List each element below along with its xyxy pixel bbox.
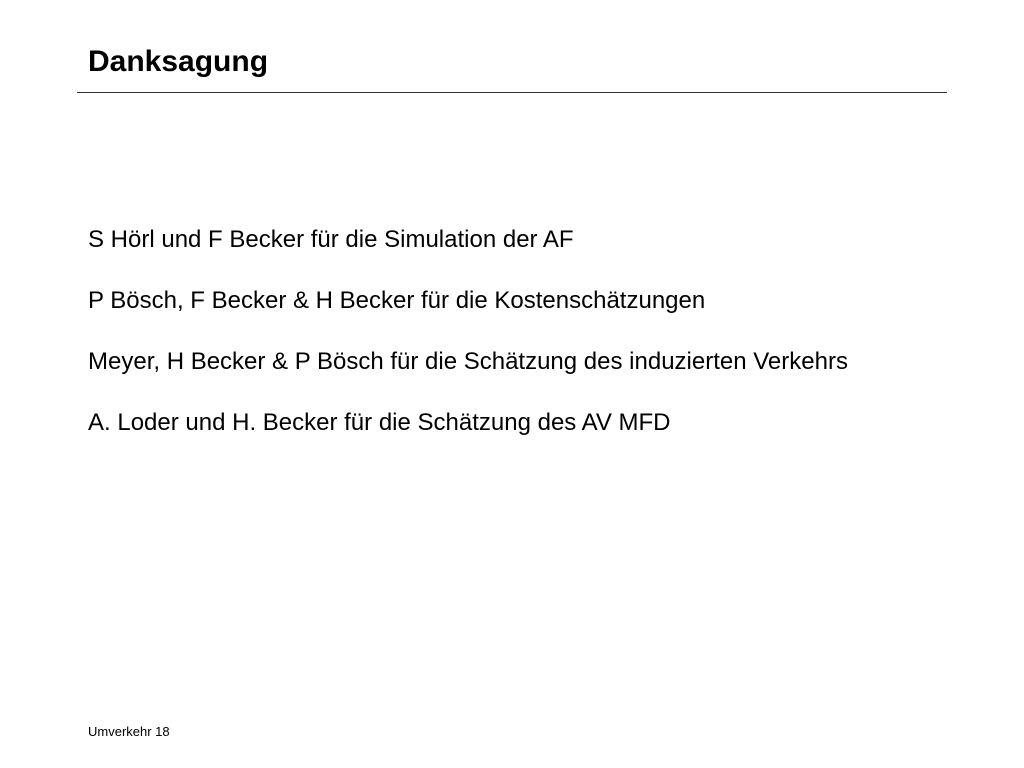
- acknowledgement-paragraph: Meyer, H Becker & P Bösch für die Schätzung des induzierten Verkehrs: [88, 348, 848, 375]
- slide-footer: Umverkehr 18: [88, 724, 170, 739]
- acknowledgement-paragraph: A. Loder und H. Becker für die Schätzung des AV MFD: [88, 409, 671, 436]
- slide-body: [88, 224, 928, 468]
- slide-title: Danksagung: [88, 45, 269, 78]
- acknowledgement-paragraph: S Hörl und F Becker für die Simulation der AF: [88, 226, 574, 253]
- title-divider: [77, 92, 947, 93]
- acknowledgement-paragraph: P Bösch, F Becker & H Becker für die Kostenschätzungen: [88, 287, 706, 314]
